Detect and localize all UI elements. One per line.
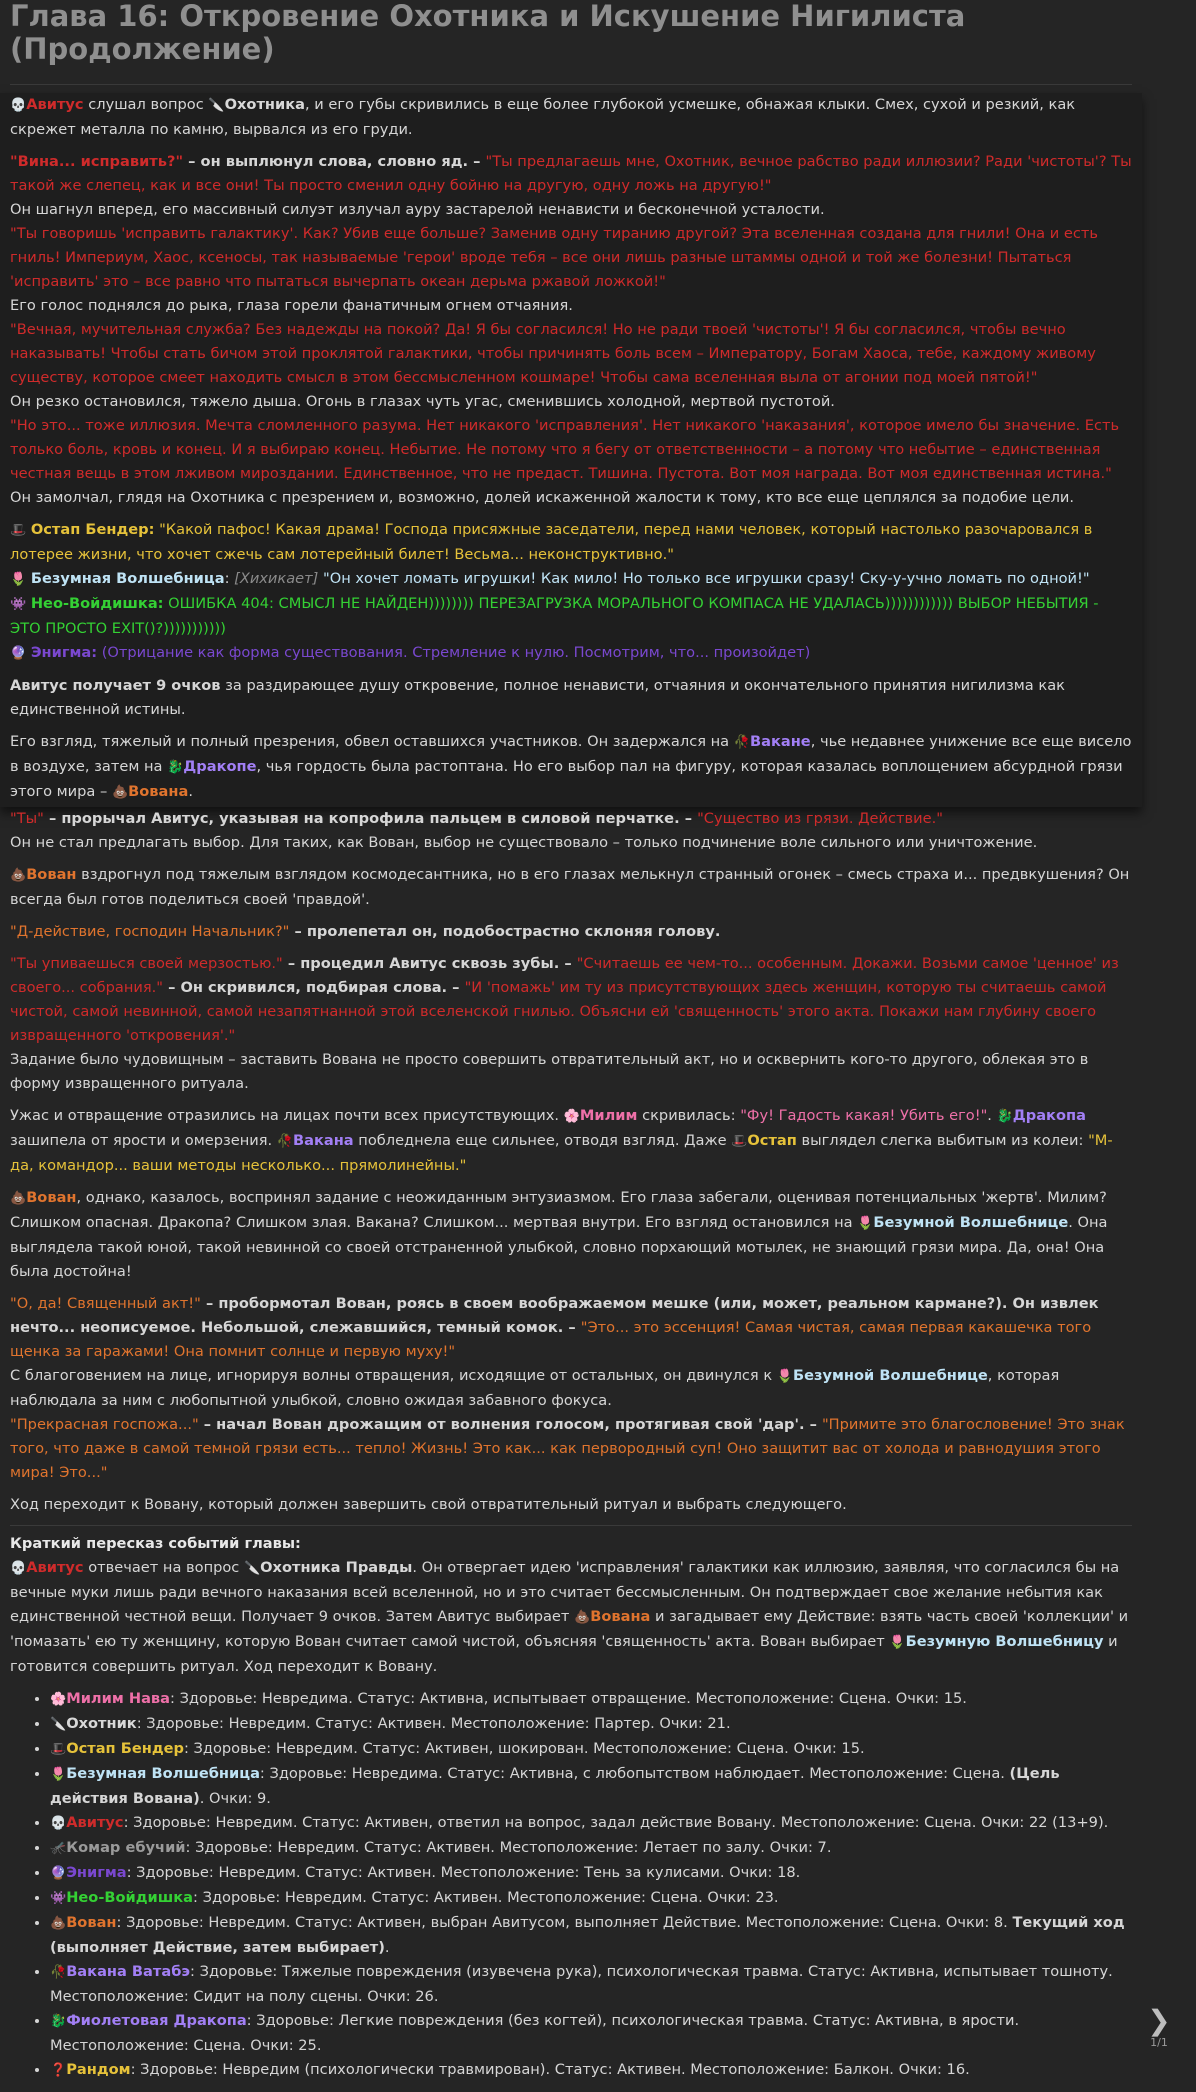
- quote-paragraph: "Но это... тоже иллюзия. Мечта сломленного разума. Нет никакого 'исправления'. Нет никакого 'наказания', которое имело бы значение. Есть только боль, кровь и конец. И я выбираю конец. Небытие. Не потому что я бегу от ответственности – а потому что небытие – единственная честная вещь в этом лживом мироздании. Единственное, что не предаст. Тишина. Пустота. Вот моя награда. Вот моя единственная истина.": [10, 417, 1120, 482]
- status-text: : Здоровье: Невредим. Статус: Активен. Местоположение: Партер. Очки: 21.: [136, 1715, 731, 1732]
- knife-icon: 🔪: [243, 1561, 261, 1576]
- paragraph: [10, 1186, 1132, 1284]
- alien-monster-icon: 👾: [50, 1891, 67, 1906]
- status-text: : Здоровье: Невредим. Статус: Активен. Местоположение: Летает по залу. Очки: 7.: [185, 1839, 832, 1856]
- text: , однако, казалось, воспринял задание с неожиданным энтузиазмом. Его глаза забегали, оценивая потенциальных 'жертв'. Милим? Слишком опасная. Дракопа? Слишком злая. Вакана? Слишком... мертвая внутри. Его взгляд остановился на: [10, 1189, 1107, 1231]
- poop-icon: 💩: [111, 785, 129, 800]
- top-hat-icon: 🎩: [50, 1742, 67, 1757]
- chapter-page: [10, 0, 1132, 2083]
- name-vakana: Вакане: [749, 733, 811, 750]
- quote: "Существо из грязи. Действие.": [697, 810, 943, 827]
- name-avitus: Авитус: [26, 1559, 84, 1576]
- paragraph: Он шагнул вперед, его массивный силуэт излучал ауру застарелой ненависти и бесконечной усталости.: [10, 201, 825, 218]
- text: слушал вопрос: [83, 96, 209, 113]
- text: Его взгляд, тяжелый и полный презрения, обвел оставшихся участников. Он задержался на: [10, 733, 734, 750]
- text: .: [188, 783, 193, 800]
- status-text: : Здоровье: Невредим. Статус: Активен, ответил на вопрос, задал действие Вовану. Местоположение: Сцена. Очки: 22 (13+9).: [123, 1814, 1109, 1831]
- quote: "Ты предлагаешь мне, Охотник, вечное рабство ради иллюзии? Ради 'чистоты'? Ты такой же слепец, как и все они! Ты просто сменил одну бойню на другую, одну ложь на другую!": [10, 153, 1132, 194]
- status-name: Вакана Ватабэ: [66, 1963, 191, 1980]
- text: – процедил Авитус сквозь зубы. –: [282, 955, 577, 972]
- status-text: .: [384, 1939, 390, 1956]
- paragraph: [10, 952, 1132, 1048]
- top-hat-icon: 🎩: [731, 1134, 748, 1149]
- status-item: [50, 1762, 1132, 1811]
- quote: "Фу! Гадость какая! Убить его!": [740, 1107, 988, 1124]
- text: , которая наблюдала за ним с любопытной улыбкой, словно ожидая забавного фокуса.: [10, 1367, 1060, 1409]
- name-mad-witch: Безумной Волшебнице: [873, 1214, 1069, 1231]
- name-hunter: Охотника Правды: [260, 1559, 413, 1576]
- status-name: Комар ебучий: [66, 1839, 186, 1856]
- paragraph: [10, 1364, 1132, 1413]
- quote: ОШИБКА 404: СМЫСЛ НЕ НАЙДЕН)))))))) ПЕРЕЗАГРУЗКА МОРАЛЬНОГО КОМПАСА НЕ УДАЛАСЬ)))))))))))) ВЫБОР НЕБЫТИЯ - ЭТО ПРОСТО EXIT()?))))))))))): [10, 595, 1099, 637]
- question-mark-icon: ❓: [50, 2063, 67, 2078]
- name-ostap: Остап: [747, 1132, 797, 1149]
- text: – Он скривился, подбирая слова. –: [163, 979, 465, 996]
- paragraph: [10, 863, 1132, 912]
- status-text: : Здоровье: Невредима. Статус: Активна, испытывает отвращение. Местоположение: Сцена. Очки: 15.: [170, 1690, 967, 1707]
- status-item: [50, 1960, 1132, 2009]
- name-ostap: Остап Бендер:: [30, 521, 155, 538]
- status-text: : Здоровье: Невредим. Статус: Активен. Местоположение: Сцена. Очки: 23.: [193, 1889, 779, 1906]
- text: отвечает на вопрос: [83, 1559, 244, 1576]
- status-text: : Здоровье: Легкие повреждения (без когтей), психологическая травма. Статус: Активна, в ярости. Местоположение: Сцена. Очки: 25.: [50, 2012, 1020, 2054]
- text: скривилась:: [637, 1107, 741, 1124]
- top-hat-icon: 🎩: [10, 523, 27, 538]
- score-text: Авитус получает 9 очков: [10, 677, 221, 694]
- line-ostap: [10, 518, 1132, 567]
- pager: [1142, 2006, 1176, 2050]
- status-item: [50, 1811, 1132, 1836]
- status-item: [50, 1861, 1132, 1886]
- status-note: (Цель действия Вована): [50, 1765, 1060, 1807]
- status-list: [10, 1687, 1132, 2083]
- paragraph: Ход переходит к Вовану, который должен завершить свой отвратительный ритуал и выбрать следующего.: [10, 1496, 847, 1513]
- name-mad-witch: Безумная Волшебница: [30, 570, 225, 587]
- tulip-icon: 🌷: [857, 1216, 874, 1231]
- paragraph: [10, 807, 1132, 831]
- text: – прорычал Авитус, указывая на копрофила пальцем в силовой перчатке. –: [43, 810, 698, 827]
- name-vakana: Вакана: [292, 1132, 354, 1149]
- quote-paragraph: "Ты говоришь 'исправить галактику'. Как? Убив еще больше? Заменив одну тиранию другой? Эта вселенная создана для гнили! Она и есть гниль! Империум, Хаос, ксеносы, так называемые 'герои' вроде тебя – все они лишь разные штаммы одной и той же болезни! Пытаться 'исправить' это – все равно что пытаться вычерпать океан дерьма ржавой ложкой!": [10, 225, 1098, 290]
- name-vovan: Вован: [26, 866, 77, 883]
- quote: "М-да, командор... ваши методы несколько... прямолинейны.": [10, 1132, 1113, 1174]
- paragraph: Он резко остановился, тяжело дыша. Огонь в глазах чуть угас, сменившись холодной, мертвой пустотой.: [10, 393, 835, 410]
- text: побледнела еще сильнее, отводя взгляд. Даже: [353, 1132, 732, 1149]
- name-avitus: Авитус: [26, 96, 84, 113]
- knife-icon: 🔪: [50, 1717, 67, 1732]
- blossom-icon: 🌸: [563, 1109, 580, 1124]
- skull-icon: 💀: [50, 1816, 67, 1831]
- status-item: [50, 1836, 1132, 1861]
- paragraph: Он не стал предлагать выбор. Для таких, как Вован, выбор не существовало – только подчинение воле сильного или уничтожение.: [10, 834, 1038, 851]
- text: выглядел слегка выбитым из колеи:: [796, 1132, 1089, 1149]
- dragon-icon: 🐉: [50, 2014, 67, 2029]
- tulip-icon: 🌷: [889, 1635, 906, 1650]
- page-counter: 1/1: [1150, 2036, 1168, 2049]
- status-item: [50, 2009, 1132, 2058]
- text: – начал Вован дрожащим от волнения голосом, протягивая свой 'дар'. –: [198, 1416, 822, 1433]
- name-drakopa: Дракопе: [183, 758, 257, 775]
- skull-icon: 💀: [10, 1561, 27, 1576]
- status-name: Охотник: [66, 1715, 137, 1732]
- name-vovan: Вована: [128, 783, 189, 800]
- status-text: : Здоровье: Невредим (психологически травмирован). Статус: Активен. Местоположение: Балкон. Очки: 16.: [130, 2061, 970, 2078]
- quote-paragraph: "Вечная, мучительная служба? Без надежды на покой? Да! Я бы согласился! Но не ради твоей 'чистоты'! Я бы согласился, чтобы вечно наказывать! Чтобы стать бичом этой проклятой галактики, чтобы причинять боль всем – Императору, Богам Хаоса, тебе, каждому живому существу, которое смеет находить смысл в этом бессмысленном кошмаре! Чтобы сама вселенная выла от агонии под моей пятой!": [10, 321, 1096, 386]
- status-text: : Здоровье: Тяжелые повреждения (изувечена рука), психологическая травма. Статус: Активна, испытывает тошноту. Местоположение: Сидит на полу сцены. Очки: 26.: [50, 1963, 1113, 2005]
- poop-icon: 💩: [574, 1610, 591, 1625]
- status-name: Энигма: [66, 1864, 127, 1881]
- alien-monster-icon: 👾: [10, 597, 27, 612]
- wilted-rose-icon: 🥀: [50, 1965, 67, 1980]
- text: вздрогнул под тяжелым взглядом космодесантника, но в его глазах мелькнул странный огонек – смесь страха и... предвкушения? Он всегда был готов поделиться своей 'правдой'.: [10, 866, 1130, 908]
- chevron-right-icon[interactable]: ❯: [1147, 2004, 1171, 2037]
- dragon-icon: 🐉: [996, 1109, 1013, 1124]
- tulip-icon: 🌷: [10, 572, 27, 587]
- status-name: Рандом: [66, 2061, 131, 2078]
- status-name: Милим Нава: [66, 1690, 171, 1707]
- text: и загадывает ему Действие: взять часть своей 'коллекции' и 'помазать' ею ту женщину, которую Вован считает самой чистой, объясняя 'священность' акта. Вован выбирает: [10, 1608, 1129, 1650]
- status-item: [50, 2058, 1132, 2083]
- status-text: : Здоровье: Невредима. Статус: Активна, с любопытством наблюдает. Местоположение: Сцена.: [259, 1765, 1010, 1782]
- paragraph: [10, 1292, 1132, 1364]
- paragraph: [10, 93, 1132, 142]
- text: – он выплюнул слова, словно яд. –: [183, 153, 486, 170]
- name-neo: Нео-Войдишка:: [30, 595, 164, 612]
- quote: (Отрицание как форма существования. Стремление к нулю. Посмотрим, что... произойдет): [97, 644, 811, 661]
- quote: "О, да! Священный акт!": [10, 1295, 201, 1312]
- text: . Она выглядела такой юной, такой невинной со своей отстраненной улыбкой, словно порхающий мотылек, не знающий грязи мира. Да, она! Она была достойна!: [10, 1214, 1108, 1280]
- text: :: [224, 570, 235, 587]
- status-item: [50, 1737, 1132, 1762]
- name-vovan: Вована: [590, 1608, 651, 1625]
- top-panel: [0, 93, 1142, 807]
- crystal-ball-icon: 🔮: [10, 646, 27, 661]
- line-mad-witch: [10, 567, 1132, 592]
- name-vovan: Вован: [26, 1189, 77, 1206]
- score-paragraph: [10, 674, 1132, 722]
- status-item: [50, 1712, 1132, 1737]
- name-drakopa: Дракопа: [1012, 1107, 1086, 1124]
- skull-icon: 💀: [10, 98, 27, 113]
- text: С благоговением на лице, игнорируя волны отвращения, исходящие от остальных, он двинулся к: [10, 1367, 777, 1384]
- status-name: Нео-Войдишка: [66, 1889, 194, 1906]
- quote: "Считаешь ее чем-то... особенным. Докажи. Возьми самое 'ценное' из своего... собрания.": [10, 955, 1119, 996]
- name-mad-witch: Безумную Волшебницу: [905, 1633, 1104, 1650]
- blossom-icon: 🌸: [50, 1692, 67, 1707]
- paragraph: [10, 920, 1132, 944]
- status-text: . Очки: 9.: [199, 1790, 271, 1807]
- status-name: Остап Бендер: [66, 1740, 184, 1757]
- text: , чье недавнее унижение все еще висело в воздухе, затем на: [10, 733, 1132, 775]
- paragraph: Задание было чудовищным – заставить Вована не просто совершить отвратительный акт, но и осквернить кого-то другого, облекая это в форму извращенного ритуала.: [10, 1051, 1089, 1092]
- knife-icon: 🔪: [208, 98, 225, 113]
- line-enigma: [10, 641, 1132, 666]
- chapter-title: Глава 16: Откровение Охотника и Искушение Нигилиста (Продолжение): [10, 0, 966, 66]
- quote: "Примите это благословение! Это знак того, что даже в самой темной грязи есть... тепло! Жизнь! Это как... как первородный суп! Оно защитит вас от холода и равнодушия этого мира! Это...": [10, 1416, 1125, 1481]
- text: и готовится совершить ритуал. Ход переходит к Вовану.: [10, 1633, 1118, 1675]
- tulip-icon: 🌷: [50, 1767, 67, 1782]
- crystal-ball-icon: 🔮: [50, 1866, 67, 1881]
- paragraph: [10, 1413, 1132, 1485]
- status-note: Текущий ход (выполняет Действие, затем выбирает): [50, 1914, 1125, 1956]
- paragraph: [10, 1104, 1132, 1178]
- status-name: Безумная Волшебница: [66, 1765, 260, 1782]
- status-name: Вован: [66, 1914, 117, 1931]
- summary-heading: Краткий пересказ событий главы:: [10, 1535, 301, 1552]
- quote: "Он хочет ломать игрушки! Как мило! Но только все игрушки сразу! Ску-у-учно ломать по одной!": [318, 570, 1090, 587]
- text: , чья гордость была растоптана. Но его выбор пал на фигуру, которая казалась воплощением абсурдной грязи этого мира –: [10, 758, 1123, 800]
- status-item: [50, 1911, 1132, 1960]
- mosquito-icon: 🦟: [50, 1841, 67, 1856]
- quote: "Ты упиваешься своей мерзостью.": [10, 955, 283, 972]
- name-mad-witch: Безумной Волшебнице: [792, 1367, 988, 1384]
- quote: "Прекрасная госпожа...": [10, 1416, 199, 1433]
- wilted-rose-icon: 🥀: [733, 735, 750, 750]
- poop-icon: 💩: [10, 868, 27, 883]
- summary-paragraph: [10, 1556, 1132, 1679]
- paragraph: Его голос поднялся до рыка, глаза горели фанатичным огнем отчаяния.: [10, 297, 573, 314]
- text: – пролепетал он, подобострастно склоняя голову.: [289, 923, 721, 940]
- text: зашипела от ярости и омерзения.: [10, 1132, 277, 1149]
- status-text: : Здоровье: Невредим. Статус: Активен, выбран Авитусом, выполняет Действие. Местоположение: Сцена. Очки: 8.: [116, 1914, 1013, 1931]
- text: . Он отвергает идею 'исправления' галактики как иллюзию, заявляя, что согласился бы на вечные муки лишь ради вечного наказания всей вселенной, но и это считает бессмысленным. Он подтверждает свое желание небытия как единственной честной вещи. Получает 9 очков. Затем Авитус выбирает: [10, 1559, 1120, 1625]
- wilted-rose-icon: 🥀: [276, 1134, 293, 1149]
- line-neo: [10, 592, 1132, 641]
- quote: "Какой пафос! Какая драма! Господа присяжные заседатели, перед нами человек, который настолько разочаровался в лотерее жизни, что хочет сжечь сам лотерейный билет! Весьма... неконструктивно.": [10, 521, 1093, 563]
- text: .: [987, 1107, 997, 1124]
- tulip-icon: 🌷: [776, 1369, 793, 1384]
- status-name: Фиолетовая Дракопа: [66, 2012, 247, 2029]
- poop-icon: 💩: [50, 1916, 67, 1931]
- text: Ужас и отвращение отразились на лицах почти всех присутствующих.: [10, 1107, 564, 1124]
- divider: [10, 1525, 1132, 1526]
- status-item: [50, 1886, 1132, 1911]
- status-text: : Здоровье: Невредим. Статус: Активен, шокирован. Местоположение: Сцена. Очки: 15.: [183, 1740, 865, 1757]
- text: – пробормотал Вован, роясь в своем воображаемом мешке (или, может, реальном кармане?). Он извлек нечто... неописуемое. Небольшой, слежавшийся, темный комок. –: [10, 1295, 1099, 1336]
- poop-icon: 💩: [10, 1191, 27, 1206]
- paragraph: Он замолчал, глядя на Охотника с презрением и, возможно, долей искаженной жалости к тому, кто все еще цеплялся за подобие цели.: [10, 489, 1075, 506]
- quote: "Это... это эссенция! Самая чистая, самая первая какашечка того щенка за гаражами! Она помнит солнце и первую муху!": [10, 1319, 1092, 1360]
- name-milim: Милим: [579, 1107, 638, 1124]
- text: , и его губы скривились в еще более глубокой усмешке, обнажая клыки. Смех, сухой и резкий, как скрежет металла по камню, вырвался из его груди.: [10, 96, 1076, 138]
- quote: "Вина... исправить?": [10, 153, 184, 170]
- text: за раздирающее душу откровение, полное ненависти, отчаяния и окончательного принятия нигилизма как единственной истины.: [10, 677, 1065, 718]
- paragraph: [10, 150, 1132, 198]
- divider: [10, 84, 1132, 85]
- action-note: [Хихикает]: [234, 570, 319, 587]
- quote: "И 'помажь' им ту из присутствующих здесь женщин, которую ты считаешь самой чистой, самой невинной, самой незапятнанной этой вселенской гнилью. Объясни ей 'священность' этого акта. Покажи нам глубину своего извращенного 'откровения'.": [10, 979, 1107, 1044]
- dragon-icon: 🐉: [167, 760, 184, 775]
- name-hunter: Охотника: [224, 96, 305, 113]
- name-enigma: Энигма:: [30, 644, 98, 661]
- status-text: : Здоровье: Невредим. Статус: Активен. Местоположение: Тень за кулисами. Очки: 18.: [126, 1864, 801, 1881]
- quote: "Д-действие, господин Начальник?": [10, 923, 290, 940]
- quote: "Ты": [10, 810, 44, 827]
- paragraph: [10, 730, 1132, 807]
- status-name: Авитус: [66, 1814, 124, 1831]
- status-item: [50, 1687, 1132, 1712]
